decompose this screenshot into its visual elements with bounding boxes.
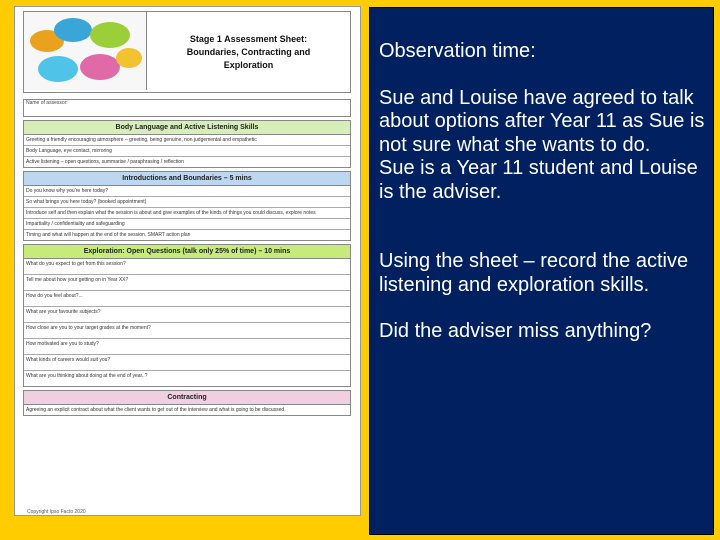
table-row: Timing and what will happen at the end of the session. SMART action plan: [26, 232, 191, 238]
table-row: What are you thinking about doing at the end of year..?: [26, 373, 148, 379]
speech-bubbles-icon: [24, 12, 147, 90]
section-title: Body Language and Active Listening Skills: [24, 121, 350, 135]
copyright-text: Copyright Ipso Facto 2020: [27, 509, 86, 515]
table-row: Do you know why you’re here today?: [24, 186, 350, 197]
table-row: What do you expect to get from this session?: [24, 259, 350, 275]
sheet-header: [23, 11, 351, 93]
sheet-title-line-3: Exploration: [223, 59, 274, 70]
section-introductions: [23, 171, 351, 241]
section-exploration: [23, 244, 351, 387]
scenario-text: Sue and Louise have agreed to talk about options after Year 11 as Sue is not sure what she wants to do.: [379, 86, 705, 156]
table-row: So what brings you here today? (booked appointment): [24, 197, 350, 208]
table-row: What are your favourite subjects?: [24, 307, 350, 323]
instruction-text: Using the sheet – record the active listening and exploration skills.: [379, 250, 689, 296]
table-row: How close are you to your target grades at the moment?: [24, 323, 350, 339]
sheet-title-line-2: Boundaries, Contracting and: [186, 46, 311, 57]
table-row: Impartiality / confidentiality and safeguarding: [24, 219, 350, 230]
bubble-blue-icon: [54, 18, 92, 42]
sheet-title: [147, 12, 350, 92]
bubble-cyan-icon: [38, 56, 78, 82]
instructions-text: [379, 40, 705, 344]
bubble-yellow-icon: [116, 48, 142, 68]
assessment-sheet-image: [14, 6, 361, 516]
table-row: Body Language, eye contact, mirroring: [24, 146, 350, 157]
instructions-panel: [369, 7, 714, 535]
bubble-pink-icon: [80, 54, 120, 80]
table-row: Introduce self and then explain what the session is about and give examples of the kinds of things you could discuss, explore notes: [24, 208, 350, 219]
sheet-title-line-1: Stage 1 Assessment Sheet:: [189, 33, 308, 44]
section-body-language: [23, 120, 351, 168]
table-row: What kinds of careers would suit you?: [24, 355, 350, 371]
roles-text: Sue is a Year 11 student and Louise is the adviser.: [379, 157, 698, 203]
table-row: How motivated are you to study?: [24, 339, 350, 355]
section-contracting: [23, 390, 351, 416]
section-title: Contracting: [24, 391, 350, 405]
table-row: Greeting a friendly encouraging atmosphere – greeting, being genuine, non judgemental and empathetic: [24, 135, 350, 146]
table-row: Active listening – open questions, summarise / paraphrasing / reflection: [26, 159, 184, 165]
question-text: Did the adviser miss anything?: [379, 320, 652, 342]
assessor-name-row: Name of assessor:: [23, 99, 351, 117]
bubble-green-icon: [90, 22, 130, 48]
section-title: Introductions and Boundaries – 5 mins: [24, 172, 350, 186]
table-row: Tell me about how your getting on in Year XX?: [24, 275, 350, 291]
table-row: Agreeing an explicit contract about what the client wants to get out of the interview and what is going to be discussed.: [26, 407, 286, 413]
observation-label: Observation time:: [379, 40, 536, 62]
section-title: Exploration: Open Questions (talk only 25% of time) – 10 mins: [24, 245, 350, 259]
table-row: How do you feel about?...: [24, 291, 350, 307]
